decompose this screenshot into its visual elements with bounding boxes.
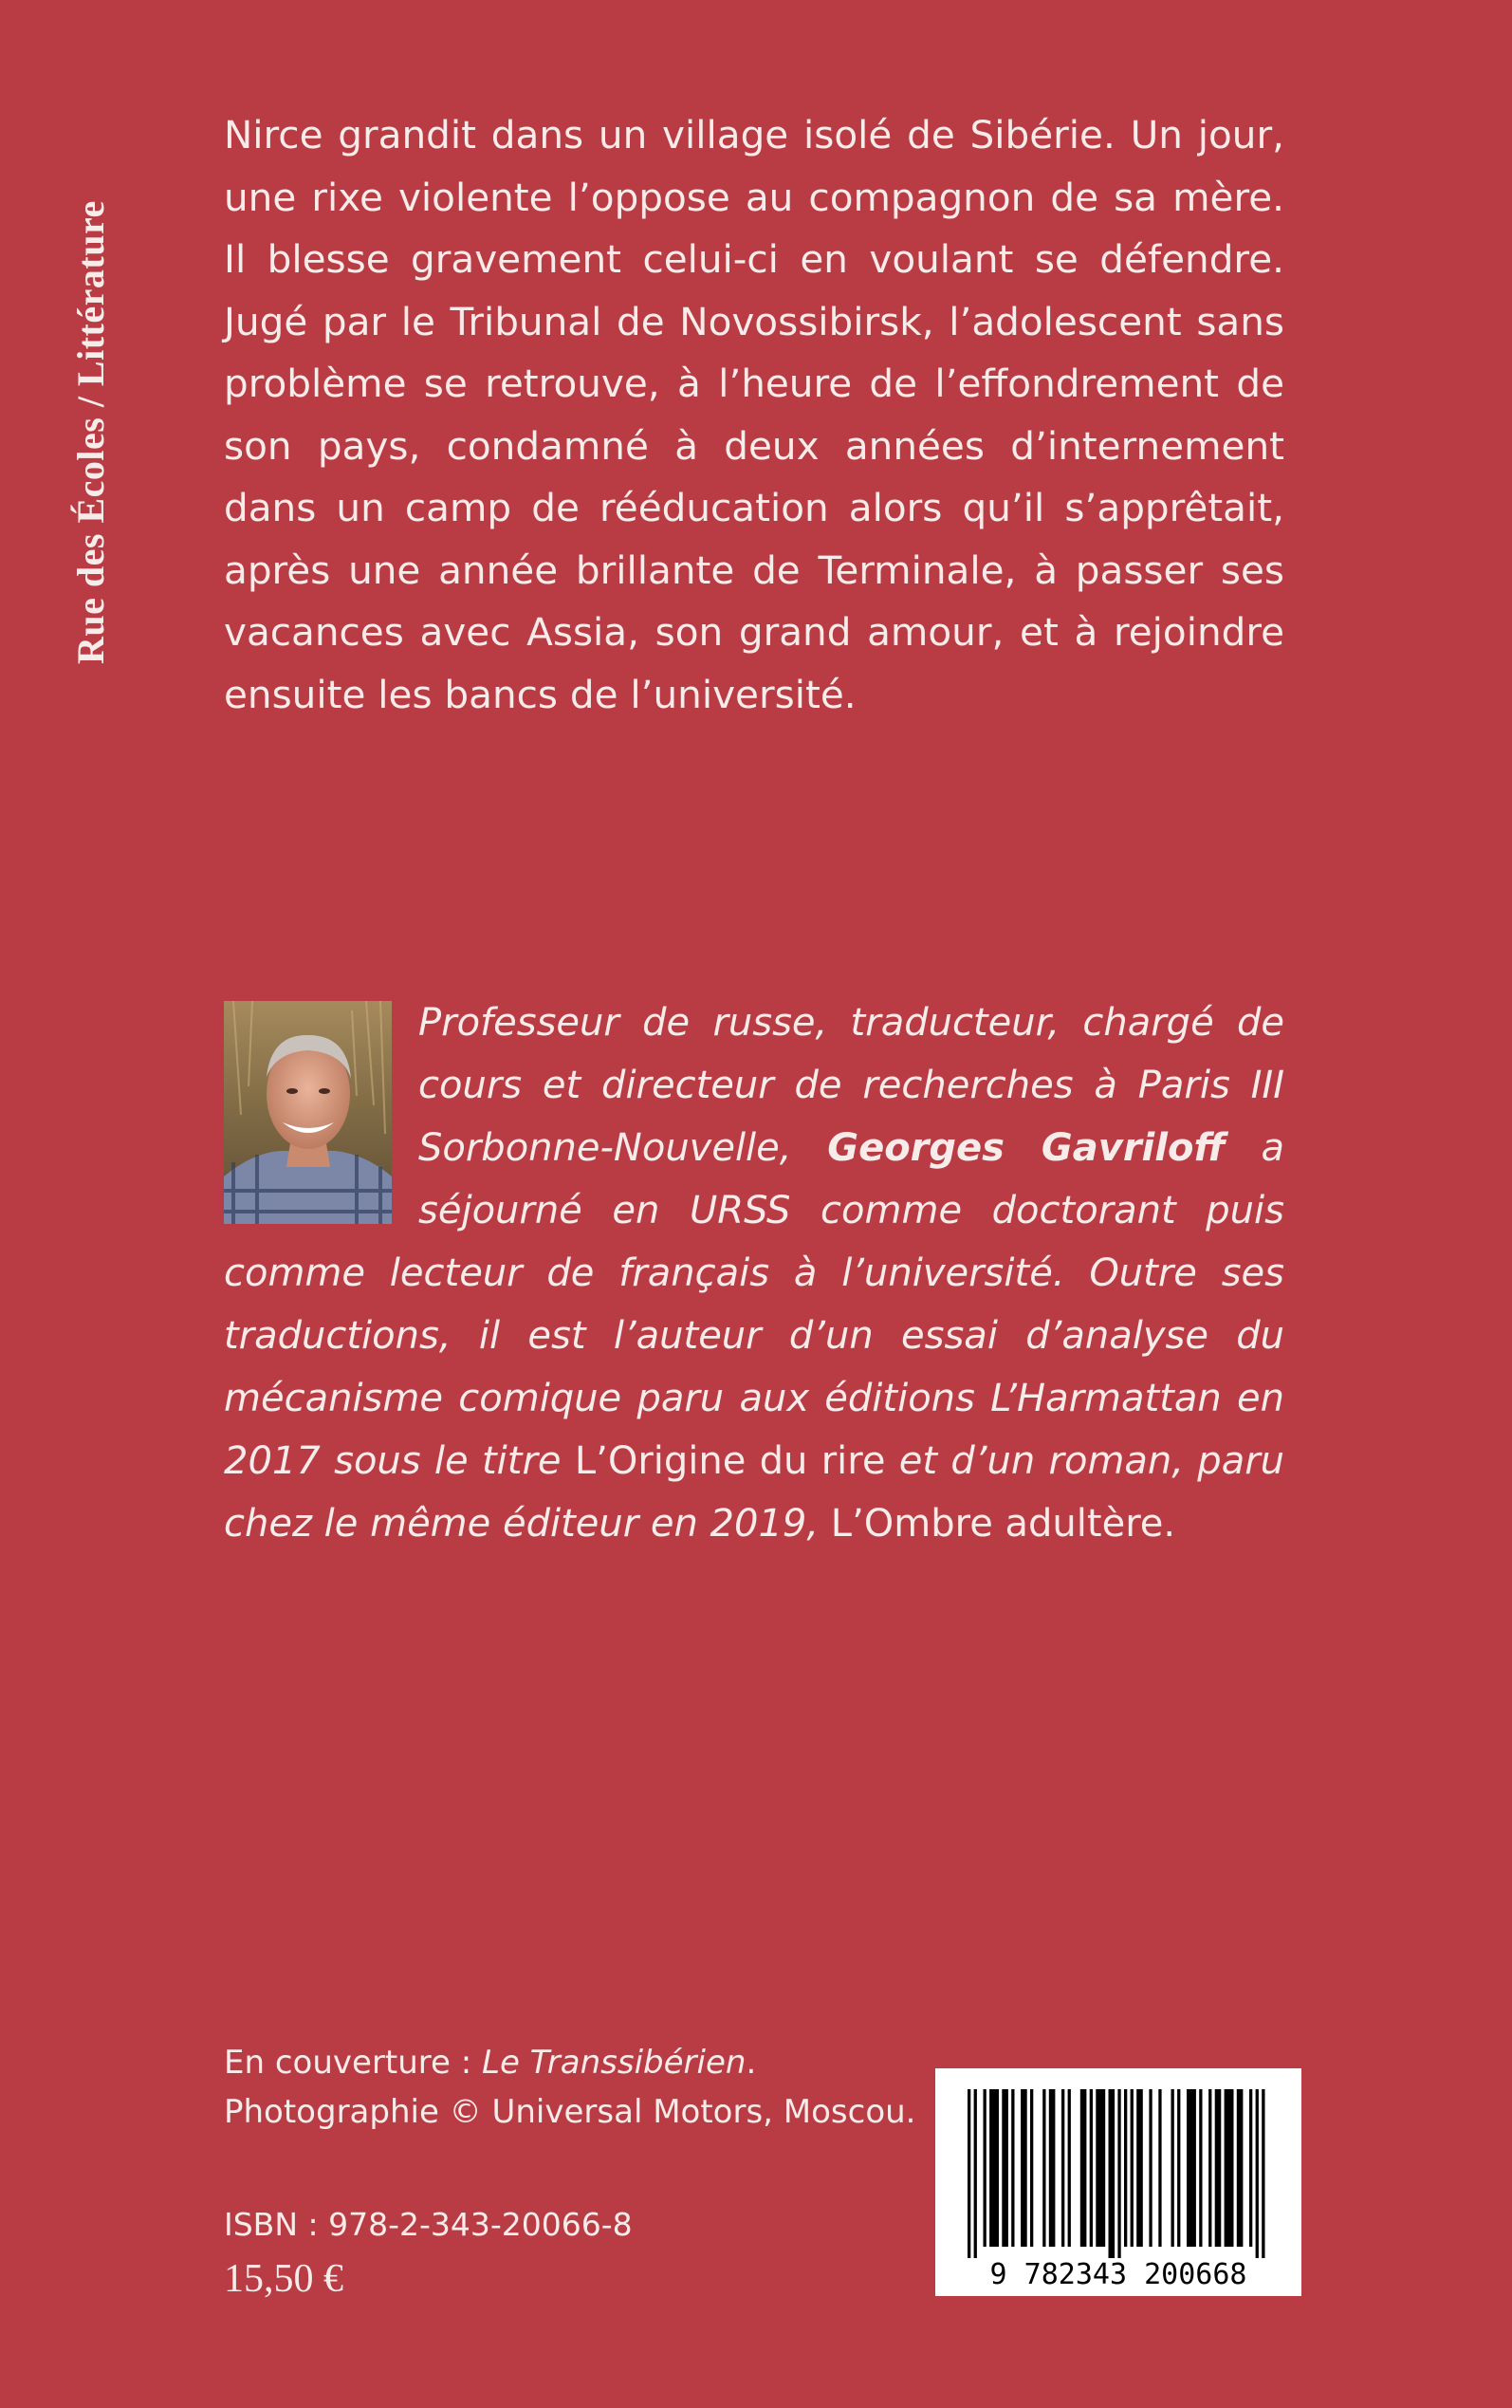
cover-credits	[224, 2038, 915, 2137]
barcode-bar	[984, 2089, 986, 2247]
barcode-bar	[1256, 2089, 1259, 2258]
author-bio-middle: a séjourné en URSS comme doctorant puis comme lecteur de français à l’université. Outre ses traductions, il est l’auteur d’un essai d’analyse du mécanisme comique paru aux éditions L’Harmattan en 2017 sous le titre	[224, 1126, 1284, 1483]
barcode-bar	[1080, 2089, 1087, 2247]
barcode-bar	[1049, 2089, 1056, 2247]
barcode-bar	[1068, 2089, 1071, 2247]
barcode-bar	[1109, 2089, 1116, 2258]
barcode-bar	[1215, 2089, 1222, 2247]
photo-credit: Photographie © Universal Motors, Moscou.	[224, 2093, 916, 2131]
novel-title: L’Ombre adultère.	[830, 1502, 1176, 1546]
barcode-bar	[1177, 2089, 1180, 2247]
barcode-bar	[1002, 2089, 1008, 2247]
barcode-bar	[1096, 2089, 1105, 2247]
cover-title: Le Transsibérien	[482, 2044, 747, 2082]
barcode-bar	[1061, 2089, 1064, 2247]
barcode-bar	[968, 2089, 970, 2258]
barcode-bar	[1158, 2089, 1161, 2247]
barcode-bar	[974, 2089, 977, 2258]
price: 15,50 €	[224, 2257, 343, 2301]
essay-title: L’Origine du rire	[574, 1439, 886, 1483]
isbn: ISBN : 978-2-343-20066-8	[224, 2206, 633, 2243]
barcode-bar	[1021, 2089, 1027, 2247]
author-block	[224, 991, 1284, 1555]
barcode-bar	[1042, 2089, 1045, 2247]
barcode-bar	[1237, 2089, 1244, 2247]
barcode-bar	[1030, 2089, 1033, 2247]
barcode-bar	[1149, 2089, 1152, 2247]
author-bio-intro: Professeur de russe, traducteur, chargé de cours et directeur de recherches à Paris III Sorbonne-Nouvelle,	[418, 1001, 1284, 1170]
barcode-bar	[1136, 2089, 1143, 2247]
barcode-bar	[1124, 2089, 1127, 2247]
author-photo	[224, 1001, 392, 1224]
barcode-bar	[989, 2089, 999, 2247]
cover-credit-line	[224, 2038, 915, 2087]
barcode-bar	[1090, 2089, 1093, 2247]
barcode-graphic	[935, 2068, 1301, 2296]
author-bio-between: et d’un roman, paru chez le même éditeur en 2019,	[224, 1439, 1285, 1546]
barcode-bar	[1117, 2089, 1120, 2258]
cover-label: En couverture :	[224, 2044, 482, 2082]
barcode-digits: 9 782343 200668	[989, 2258, 1247, 2291]
author-name: Georges Gavriloff	[827, 1126, 1226, 1170]
barcode-bar	[1199, 2089, 1202, 2247]
barcode-bar	[1171, 2089, 1174, 2247]
barcode	[935, 2068, 1301, 2296]
barcode-bar	[1187, 2089, 1196, 2247]
barcode-bar	[1249, 2089, 1252, 2247]
barcode-bar	[1131, 2089, 1134, 2247]
cover-end: .	[746, 2044, 757, 2082]
barcode-bar	[1011, 2089, 1014, 2247]
blurb-text: Nirce grandit dans un village isolé de Sibérie. Un jour, une rixe violente l’oppose au compagnon de sa mère. Il blesse gravement celui-ci en voulant se défendre. Jugé par le Tribunal de Novossibirsk, l’adolescent sans problème se retrouve, à l’heure de l’effondrement de son pays, condamné à deux années d’internement dans un camp de rééducation alors qu’il s’apprêtait, après une année brillante de Terminale, à passer ses vacances avec Assia, son grand amour, et à rejoindre ensuite les bancs de l’université.	[224, 112, 1284, 717]
barcode-bar	[1262, 2089, 1264, 2258]
barcode-bar	[1208, 2089, 1211, 2247]
spine-label: Rue des Écoles / Littérature	[69, 200, 112, 664]
barcode-bar	[1225, 2089, 1234, 2247]
